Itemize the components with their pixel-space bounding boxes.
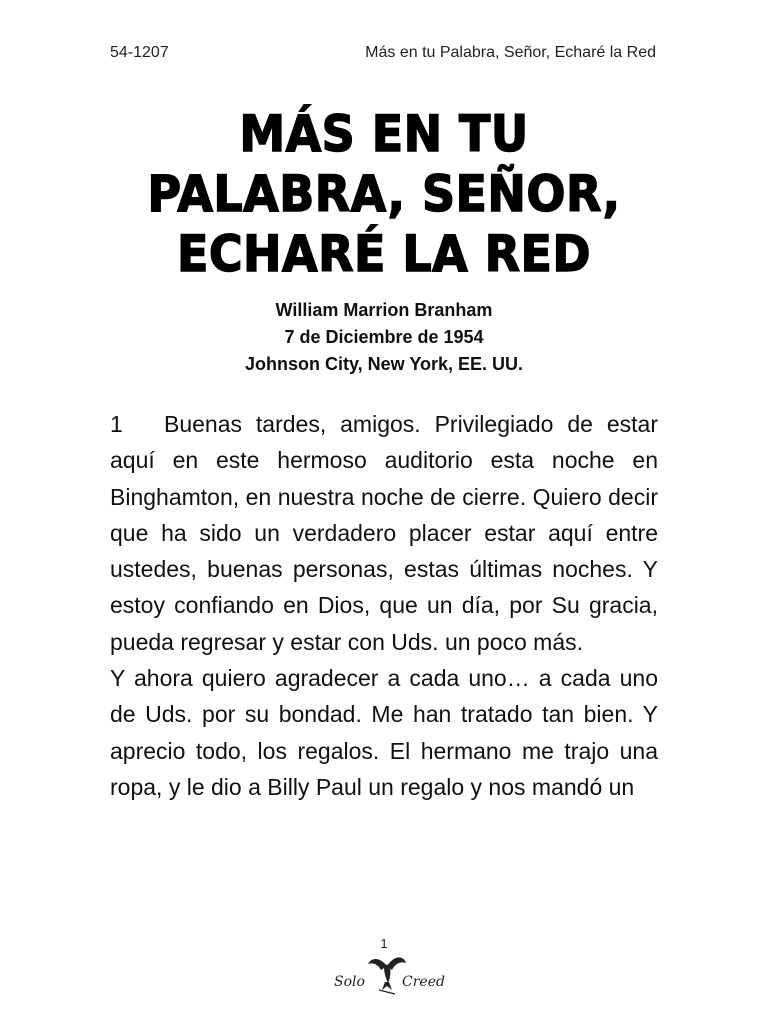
running-header bbox=[110, 44, 656, 62]
paragraph-2: Y ahora quiero agradecer a cada uno… a cada uno de Uds. por su bondad. Me han tratado tan bien. Y aprecio todo, los regalos. El hermano me trajo una ropa, y le dio a Billy Paul un regalo y nos mandó un bbox=[110, 665, 658, 800]
title-line-1: MÁS EN TU bbox=[239, 105, 529, 163]
logo-word-right: Creed bbox=[402, 974, 445, 990]
page-title bbox=[31, 104, 738, 284]
author: William Marrion Branham bbox=[275, 300, 493, 320]
paragraph-1-text: Buenas tardes, amigos. Privilegiado de estar aquí en este hermoso auditorio esta noche en Binghamton, en nuestra noche de cierre. Quiero decir que ha sido un verdadero placer estar aquí entre ustedes, buenas personas, estas últimas noches. Y estoy confiando en Dios, que un día, por Su gracia, pueda regresar y estar con Uds. un poco más. bbox=[110, 411, 658, 655]
eagle-icon bbox=[367, 952, 407, 998]
sermon-date: 7 de Diciembre de 1954 bbox=[284, 327, 484, 347]
solo-creed-logo bbox=[330, 952, 446, 1002]
paragraph-number: 1 bbox=[110, 411, 123, 437]
sermon-location: Johnson City, New York, EE. UU. bbox=[244, 354, 524, 374]
title-line-3: ECHARÉ LA RED bbox=[176, 225, 592, 283]
sermon-meta bbox=[0, 297, 768, 378]
page-number: 1 bbox=[380, 936, 388, 951]
paragraph-1 bbox=[110, 406, 658, 660]
body-text bbox=[110, 406, 658, 805]
logo-word-left: Solo bbox=[334, 974, 365, 990]
running-title: Más en tu Palabra, Señor, Echaré la Red bbox=[365, 44, 656, 61]
title-line-2: PALABRA, SEÑOR, bbox=[147, 165, 621, 223]
sermon-code: 54-1207 bbox=[110, 44, 169, 61]
